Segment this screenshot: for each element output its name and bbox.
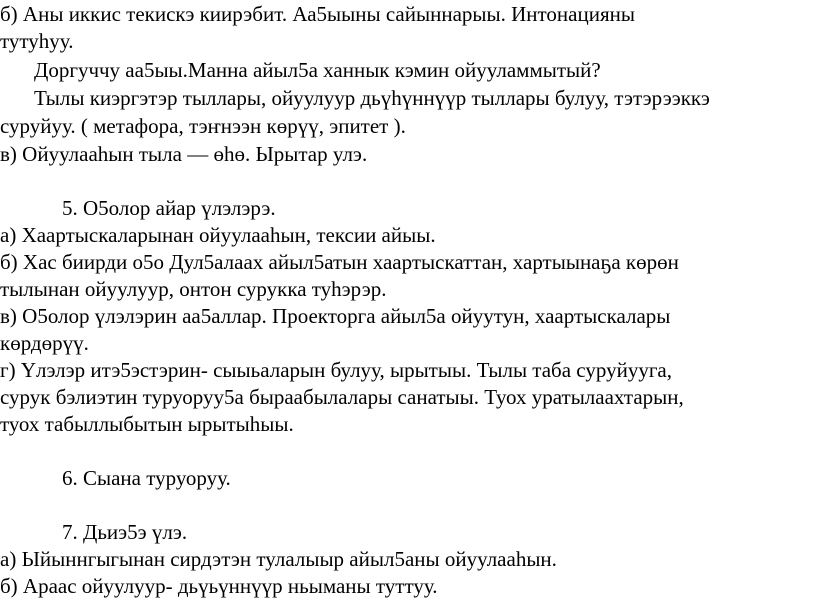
text-line-2: тутуhуу.: [0, 29, 74, 53]
text-line-3: Доргуччу аа5ыы.Манна айыл5а ханнык кэмин ойууламмытый?: [34, 58, 601, 82]
section-heading-7: 7. Дьиэ5э үлэ.: [62, 520, 188, 544]
text-line-5: суруйуу. ( метафора, тэҥнээн көрүү, эпитет ).: [0, 114, 406, 138]
text-line-9: б) Хас биирди о5о Дул5алаах айыл5атын хаартыскаттан, хартыынаҕа көрөн: [0, 250, 679, 274]
text-line-8: а) Хаартыскаларынан ойуулааhын, тексии айыы.: [0, 223, 436, 247]
text-line-18: а) Ыйыннгыгынан сирдэтэн тулалыыр айыл5аны ойуулааhын.: [0, 547, 557, 571]
text-line-6: в) Ойуулааhын тыла — өhө. Ырытар улэ.: [0, 142, 368, 166]
text-line-12: көрдөрүү.: [0, 331, 89, 355]
text-line-15: туох табыллыбытын ырытыhыы.: [0, 412, 294, 436]
text-line-13: г) Үлэлэр итэ5эстэрин- сыыьаларын булуу, ырытыы. Тылы таба суруйууга,: [0, 358, 672, 382]
text-line-19: б) Араас ойуулуур- дьүьүннүүр ньыманы туттуу.: [0, 574, 438, 598]
text-line-4: Тылы киэргэтэр тыллары, ойуулуур дьүhүннүүр тыллары булуу, тэтэрээккэ: [34, 86, 710, 110]
text-line-10: тылынан ойуулуур, онтон сурукка туhэрэр.: [0, 277, 387, 301]
section-heading-6: 6. Сыана туруоруу.: [62, 466, 231, 490]
text-line-14: сурук бэлиэтин туруоруу5а быраабылалары санатыы. Туох уратылаахтарын,: [0, 385, 684, 409]
text-line-1: б) Аны иккис текискэ киирэбит. Аа5ыыны сайыннарыы. Интонацияны: [0, 2, 635, 26]
section-heading-5: 5. О5олор айар үлэлэрэ.: [62, 196, 276, 220]
text-line-11: в) О5олор үлэлэрин аа5аллар. Проекторга айыл5а ойуутун, хаартыскалары: [0, 304, 671, 328]
